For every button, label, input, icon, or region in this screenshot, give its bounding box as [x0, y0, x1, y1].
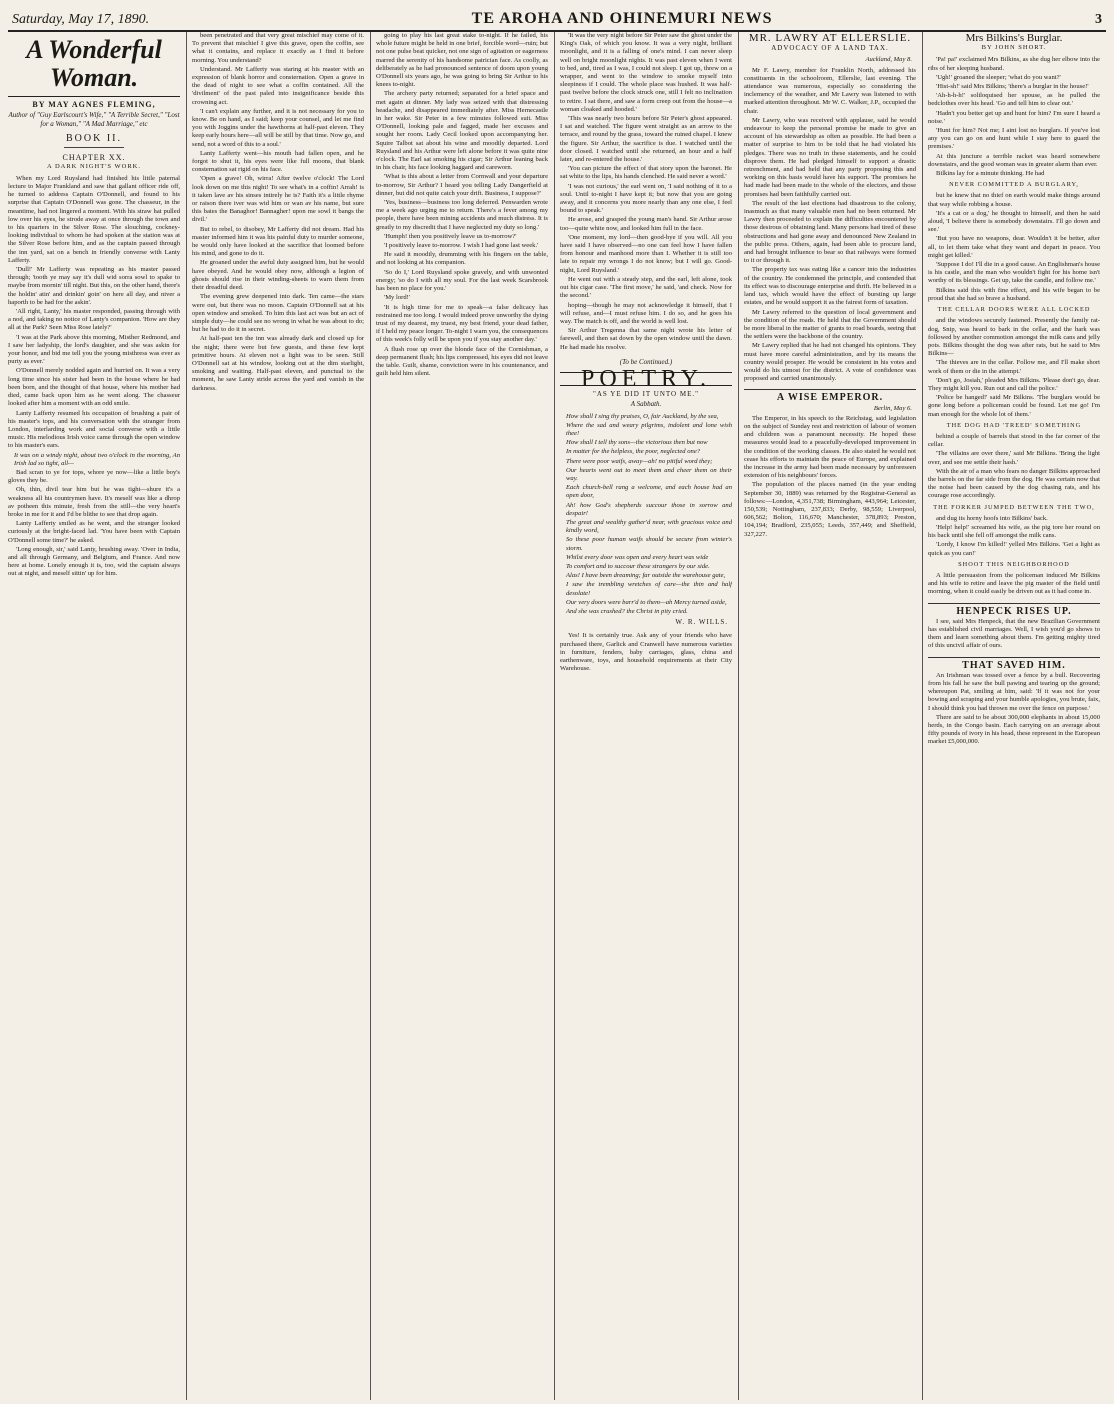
paragraph: Sir Arthur Tregenna that same night wrote his letter of farewell, and then sat down by the open window until the dawn. He had made his resolve.	[560, 327, 732, 351]
column-5	[744, 32, 916, 1400]
paragraph: Oh, thin, divil tear him but he was tight—shure it's a weakness all his countrymen have. It's meself was like a dhrop av potheen this minute, fresh from the still—the very heart's broke in me for it and I'd be blithe to see that drop again.	[8, 486, 180, 518]
paragraph: But to rebel, to disobey, Mr Lafferty did not dream. Had his master informed him it was his painful duty to murder someone, he would only have looked at the sacrifice that loomed before his mind, and gone to do it.	[192, 225, 364, 258]
page-number: 3	[1095, 12, 1102, 27]
paragraph: He said it moodily, drumming with his fingers on the table, and not looking at his companion.	[376, 251, 548, 267]
paragraph: 'It's a cat or a dog,' he thought to himself, and then he said aloud, 'I believe there is somebody downstairs. I'll go down and see.'	[928, 209, 1100, 234]
paragraph: 'Don't go, Josiah,' pleaded Mrs Bilkins. 'Please don't go, dear. They might kill you. Run out and call the police.'	[928, 376, 1100, 392]
paragraph: At half-past ten the inn was already dark and closed up for the night; there were but few guests, and these few kept primitive hours. At eleven not a light was to be seen. Still O'Donnell sat at his window, looking out at the dim starlight, smoking and waiting. Half-past eleven, and punctual to the moment, he saw Lanty stride across the yard and vanish in the darkness.	[192, 335, 364, 392]
story-author-note: Author of "Guy Earlscourt's Wife," "A Terrible Secret," "Lost for a Woman," "A Mad Marriage," etc	[8, 111, 180, 129]
paragraph: The Emperor, in his speech to the Reichstag, said legislation on the subject of Sunday rest and restriction of labour of women and children was a paramount necessity. He hoped these measures would lead to a peacefully-developed improvement in the condition of the working classes. He also stated he would not cease his efforts to maintain the peace of Europe, and explained the increase in the army had been made necessary by unforeseen extension of his neighbours' forces.	[744, 414, 916, 480]
paragraph: Mr F. Lawry, member for Franklin North, addressed his constituents in the schoolroom, Ellerslie, last evening. The attendance was numerous, especially so considering the inclemency of the weather, and Mr Lawry was listened to with marked attention throughout. Mr W. C. Walker, J.P., occupied the chair.	[744, 66, 916, 115]
poem-line: So these poor human waifs should be secure from winter's storm.	[566, 536, 732, 552]
paragraph: 'Police be hanged!' said Mr Bilkins. 'The burglars would be gone long before a policeman could be found. Let me go! I'm man enough for the whole lot of them.'	[928, 394, 1100, 418]
paragraph: A little persuasion from the policeman induced Mr Bilkins and his wife to retire and leave the pig master of the field until morning, when it could easily be driven out as it had come in.	[928, 571, 1100, 596]
paragraph: The evening grew deepened into dark. Ten came—the stars were out, but there was no moon. Captain O'Donnell sat at his open window and smoked. To him this last act was but an act of simple duty—he could see no wrong in what he was about to do; but he had to do it in secret.	[192, 293, 364, 334]
paragraph: 'Open a grave! Oh, wirra! After twelve o'clock! The Lord look down on me this night! To see what's in a coffin! Arrah! is it taken lave av his sinses intirely he is? Faith it's a little rhyme or raison there iver was wid him or wan av his name, but sure this bates the Banaghor! Bannagher! upon me sowl it bangs the divil.'	[192, 175, 364, 224]
poem-line: In matter for the helpless, the poor, neglected one?	[566, 448, 701, 456]
poem-body	[560, 413, 732, 617]
paragraph: Lanty Lafferty smiled as he went, and the stranger looked curiously at the bright-faced lad. 'You have been with Captain O'Donnell some time?' he asked.	[8, 520, 180, 544]
poem-line: How shall I tell thy sons—the victorious then but now	[566, 439, 708, 447]
column-1-body	[8, 175, 180, 579]
paragraph: and the windows securely fastened. Presently the family rat-dog, Snip, was heard to bark in the cellar, and the bark was followed by another commotion amongst the milk cans and jelly pots. Bilkins thought the dog was after rats, but he said to Mrs Bilkins—	[928, 317, 1100, 358]
column-rule	[922, 32, 923, 1400]
paragraph: With the air of a man who fears no danger Bilkins approached the barrels on the far side from the dog. He was certain now that the noise had been caused by the dog chasing rats, and his courage rose accordingly.	[928, 467, 1100, 500]
paragraph: 'Ah-h-h-h!' soliloquised her spouse, as he pulled the bedclothes over his head. 'Go and tell him to clear out.'	[928, 92, 1100, 108]
article-title: THAT SAVED HIM.	[928, 657, 1100, 670]
paragraph: The archery party returned; separated for a brief space and met again at dinner. My lady was seized with that distressing headache, and disappeared immediately after. Miss Hernecastle in her wake. Sir Peter in a few minutes followed suit. Miss O'Donnell, looking pale and fagged, made her excuses and sought her room. Lady Cecil looked upon accompanying her. Squire Talbot sat about his wine and moodily departed. Lord Ruysland and his Arthur were left alone before it was quite nine o'clock. The Earl sat smoking his cigar; Sir Arthur leaning back in his chair, his face looking haggard and careworn.	[376, 90, 548, 172]
paragraph: He went out with a steady step, and the earl, left alone, took out his cigar case. 'The first move,' he said, 'and check. Now for the second.'	[560, 275, 732, 300]
paragraph: Mr Lawry replied that he had not changed his opinions. They must have more careful administration, and by its means the country would prosper. He would be consistent in his votes and would do his utmost for the district. A vote of confidence was proposed and carried unanimously.	[744, 342, 916, 383]
column-rule	[370, 32, 371, 1400]
columns	[8, 32, 1106, 1400]
paragraph: When my Lord Ruysland had finished his little paternal lecture to Major Frankland and saw that gallant officer ride off, he turned to address Captain O'Donnell, and found to his surprise that Captain O'Donnell was gone. The chasseur, in the meantime, had not lingered a moment. With his straw hat pulled low over his eyes, he strode away at once through the town and to his quarters in the Silver Rose. The slouching, cockney-looking individual to whom he had spoken at the station was at the Silver Rose before him, and as the captain passed through the inn yard, sat on a bench in friendly converse with Lanty Lafferty.	[8, 174, 180, 264]
paragraph: behind a couple of barrels that stood in the far corner of the cellar.	[928, 432, 1100, 449]
paragraph: going to play his last great stake to-night. If he failed, his whole future might be held in one brief, forcible word—ruin; but not one pulse beat quicker, not one sign of agitation or eagerness marred the serenity of his handsome patrician face. As coolly, as deliberately as he had pronounced sentence of doom upon young O'Donnell six years ago, he was going to bring Sir Arthur to his knees to-night.	[376, 32, 548, 89]
paragraph: 'Ugh!' groaned the sleeper; 'what do you want?'	[936, 73, 1061, 81]
subheading: THE DOG HAD 'TREED' SOMETHING	[946, 421, 1082, 429]
poem-signature: W. R. WILLS.	[675, 618, 728, 627]
paragraph: The result of the last elections had disastrous to the colony, inasmuch as that many valuable men had no been returned. Mr Lawry then proceeded to explain the difficulties encountered by those desirous of obtaining land. Many persons had tired of these obstructions and had gone away and denounced New Zealand in the public press. Others, again, had been able to procure land, and had brought influence to bear so that railways were formed to it or through it.	[744, 199, 916, 265]
chapter-subheading: A DARK NIGHT'S WORK.	[47, 162, 141, 170]
column-rule	[738, 32, 739, 1400]
poem-line: Each church-bell rang a welcome, and each house had an open door,	[566, 484, 732, 500]
poem-line: To comfort and to succour these strangers by our side.	[566, 562, 710, 570]
poem-line: The great and wealthy gather'd near, with gracious voice and kindly word,	[566, 518, 732, 535]
paragraph: 'The villains are over there,' said Mr Bilkins. 'Bring the light over, and see me settle their hash.'	[928, 450, 1100, 466]
story-byline: BY MAY AGNES FLEMING,	[32, 100, 156, 109]
poem-line: Where the sad and weary pilgrims, indolent and lone wish thee!	[566, 421, 732, 437]
paragraph: 'Hunt for him? Not me; I aint lost no burglars. If you've lost any you can go on and hunt while I stay here to guard the premises.'	[928, 127, 1100, 151]
paragraph: 'But you have no weapons, dear. Wouldn't it be better, after all, to let them take what they want and depart in peace. You might get killed.'	[928, 235, 1100, 259]
column-rule	[186, 32, 187, 1400]
paragraph: There are said to be about 300,000 elephants in about 15,000 herds, in the Congo basin. Each carrying on an average about fifty pounds of ivory in his head, these represent in the European market £5,000,000.	[928, 713, 1100, 746]
paragraph: I see, said Mrs Henpeck, that the new Brazilian Government has established civil marriages. Well, I wish you'd go shows to them and learn something about them. I'm getting mighty tired of this uncivil affair of ours.	[928, 617, 1100, 650]
column-rule	[554, 32, 555, 1400]
paragraph: been penetrated and that very great mischief may come of it. To prevent that mischief I give this grave, open the coffin, see what it contains, and replace it exactly as I find it before morning. You understand?	[192, 32, 364, 64]
paragraph: 'So do I,' Lord Ruysland spoke gravely, and with unwonted energy; 'so do I with all my soul. For the last week Scarsbrook has been no place for you.'	[376, 268, 548, 293]
paragraph: 'Yes, business—business too long deferred. Penwarden wrote me a week ago urging me to return. There's a fever among my people, there have been mining accidents and much distress. It is greatly to my discredit that I have neglected my duty so long.'	[376, 199, 548, 231]
book-heading: BOOK II.	[66, 133, 122, 145]
poetry-heading: POETRY.	[560, 372, 732, 386]
paragraph: He groaned under the awful duty assigned him, but he would have obeyed. And he would obey now, although a legion of ghosts should rise in their winding-sheets to warn them from their dreadful deed.	[192, 259, 364, 292]
subheading: THE CELLAR DOORS WERE ALL LOCKED	[937, 306, 1091, 314]
paragraph: 'I was at the Park above this morning, Misther Redmond, and I saw her ladyship, the lord's daughter, and she was askin for your honor, and bid me tell you the young misthress was ever as purty as ever.'	[8, 333, 180, 366]
column-1	[8, 32, 180, 1400]
paragraph: Lanty Lafferty resumed his occupation of brushing a pair of his master's tops, and his conversation with the stranger from London, interlarding work and social converse with a little music. His melodious Irish voice came through the open window to his master's ears.	[8, 409, 180, 450]
article-title: HENPECK RISES UP.	[928, 603, 1100, 616]
column-4	[560, 32, 732, 1400]
paragraph: A flush rose up over the blonde face of the Cornishman, a deep permanent flush; his lips compressed, his eyes did not leave the table. Guilt, shame, conviction were in his countenance, and guilt held him silent.	[376, 345, 548, 378]
poem-subtitle: A Sabbath.	[630, 400, 662, 409]
column-2	[192, 32, 364, 1400]
paragraph: Understand. Mr Lafferty was staring at his master with an expression of blank horror and consternation. Open a grave in the dead of night to see what a coffin contained. All the 'divilment' of the past paled into insignificance beside this crowning act.	[192, 65, 364, 106]
paragraph: but he knew that no thief on earth would make things around that way while robbing a house.	[928, 192, 1100, 208]
verse-quote: It was on a windy night, about two o'clock in the morning, An Irish lad so tight, all—	[14, 451, 180, 467]
paragraph: The property tax was eating like a cancer into the industries of the country. He condemned the principle, and contended that its effect was to discourage enterprise and thrift. He believed in a land tax, which would have the effect of bursting up large estates, and he would support it as the fairest form of taxation.	[744, 266, 916, 307]
paragraph: 'Long enough, sir,' said Lanty, brushing away. 'Over in India, and all through Germany, and Belgium, and France. And now here at home. Lonely enough it is, too, wid the captain always out at night, and meself sittin' up for him.	[8, 545, 180, 578]
paragraph: 'I was not curious,' the earl went on, 'I said nothing of it to a soul. Until to-night I have kept it; but now that you are going away, and it concerns you more nearly than any one else, I feel bound to speak.'	[560, 182, 732, 215]
paragraph: and dug its horny hoofs into Bilkins' back.	[936, 514, 1048, 522]
article-subtitle: ADVOCACY OF A LAND TAX.	[771, 44, 889, 53]
poem-line: Our hearts went out to meet them and cheer them on their way.	[566, 466, 732, 482]
paragraph: 'It is high time for me to speak—a false delicacy has restrained me too long. I would indeed prove unworthy the dying trust of my dearest, my truest, my best friend, your dead father, if I held my peace longer. To-night I warn you, the consequences of this week's folly will be upon you if you stay another day.'	[376, 303, 548, 344]
paragraph: Bad scran to ye for tops, whore ye now—like a little boy's gloves they be.	[8, 468, 180, 485]
paragraph: 'Dull!' Mr Lafferty was repeating as his master passed through; 'tooth ye may say it's dull wid sorra sowl to spake to maybe from mornin' till night. But this, on the other hand, there's the holdin' atin' and drinkin' goin' on here all day, and niver a haporth to be had for the askin'.	[8, 266, 180, 306]
paragraph: Lanty Lafferty went—his mouth had fallen open, and he forgot to shut it, his eyes were like full moons, that blank consternation sat rigid on his face.	[192, 149, 364, 174]
paragraph: 'My lord!'	[384, 294, 411, 302]
article-title: MR. LAWRY AT ELLERSLIE.	[748, 32, 912, 44]
story-title: A Wonderful Woman.	[8, 36, 180, 97]
paragraph: Mr Lawry referred to the question of local government and the condition of the roads. He held that the Government should be more liberal in the matter of grants to road boards, seeing that the settlers were the backbone of the country.	[744, 308, 916, 341]
paragraph: 'Lordy, I know I'm killed!' yelled Mrs Bilkins. 'Get a light as quick as you can!'	[928, 541, 1100, 557]
paragraph: 'Pa! pa!' exclaimed Mrs Bilkins, as she dug her elbow into the ribs of her sleeping husband.	[928, 56, 1100, 72]
paragraph: hoping—though he may not acknowledge it himself, that I will refuse, and—I must refuse him. I do so, and he goes his way. The match is off, and the world is well lost.	[560, 301, 732, 325]
advertisement-paragraph: Yes! It is certainly true. Ask any of your friends who have purchased there, Garlick and Cranwell have numerous varieties in furniture, fenders, baby carriages, glass, china and earthenware, toys, and household requirements at their City Warehouse.	[560, 632, 732, 673]
paragraph: 'This was nearly two hours before Sir Peter's ghost appeared. I sat and watched. The figure went straight as an arrow to the terrace, and round by the grass, toward the ruined chapel. I knew the figure. Sir Arthur, the sacrifice is due. I watched until the door closed. I watched until she returned, an hour and a half later, and re-entered the house.'	[560, 115, 732, 164]
subheading: SHOOT THIS NEIGHBORHOOD	[958, 560, 1070, 568]
paragraph: 'I can't explain any further, and it is not necessary for you to know. Be on hand, as I said; keep your counsel, and let me find you with Joggins under the hawthorns at half-past eleven. They keep early hours here—all will be still by that time. Now go, and send, not a word of this to a soul.'	[192, 107, 364, 148]
paragraph: 'Hist-sh!' said Mrs Bilkins; 'there's a burglar in the house!'	[936, 83, 1089, 91]
poem-title: "AS YE DID IT UNTO ME."	[593, 390, 699, 399]
paragraph: He arose, and grasped the young man's hand. Sir Arthur arose too—quite white now, and looked him full in the face.	[560, 216, 732, 232]
poem-line: How shall I sing thy praises, O, fair Auckland, by the sea,	[566, 412, 719, 420]
poem-line: Ah! how God's shepherds succour those in sorrow and despair!	[566, 501, 732, 517]
poem-line: There were poor waifs, away—ah! no pitiful word they;	[566, 457, 713, 465]
paragraph: 'What is this about a letter from Cornwall and your departure to-morrow, Sir Arthur? I heard you telling Lady Dangerfield at dinner, but did not quite catch your drift. Business, I suppose?'	[376, 173, 548, 197]
paragraph: 'All right, Lanty,' his master responded, passing through with a nod, and taking no notice of Lanty's companion. 'How are they all at the Park? Seen Miss Rose lately?'	[8, 308, 180, 332]
newspaper-title: TE AROHA AND OHINEMURI NEWS	[471, 10, 773, 27]
paragraph: An Irishman was tossed over a fence by a bull. Recovering from his fall he saw the bull pawing and tearing up the ground; whereupon Pat, smiling at him, said: 'If it was not for your bowing and scraping and your humble apologies, you brute, faix, I should think you had thrown me over the fence on purpose.'	[928, 671, 1100, 712]
paragraph: 'The thieves are in the cellar. Follow me, and I'll make short work of them or die in the attempt.'	[928, 359, 1100, 375]
column-3	[376, 32, 548, 1400]
dateline: Berlin, May 6.	[873, 404, 912, 412]
paragraph: 'Help! help!' screamed his wife, as the pig tore her round on his back until she fell off amongst the milk cans.	[928, 523, 1100, 540]
paragraph: Bilkins said this with fine effect, and his wife began to be proud that she had so brave a husband.	[928, 286, 1100, 302]
subheading: NEVER COMMITTED A BURGLARY,	[949, 181, 1079, 189]
subheading: THE FORKER JUMPED BETWEEN THE TWO,	[933, 503, 1095, 511]
paragraph: Bilkins lay for a minute thinking. He had	[936, 170, 1045, 178]
column-6	[928, 32, 1100, 1400]
dateline: Auckland, May 8.	[865, 56, 912, 64]
paragraph: The population of the places named (in the year ending September 30, 1889) was returned by the Registrar-General as follows:—London, 4,351,738; Birmingham, 443,964; Leicester, 150,539; Nottingham, 237,833; Derby, 98,559; Liverpool, 606,562; Bolton, 116,670; Manchester, 378,893; Preston, 104,194; Bradford, 235,055; Leeds, 357,449; and Sheffield, 327,227.	[744, 481, 916, 538]
article-byline: BY JOHN SHORT.	[981, 44, 1047, 52]
paragraph: Mr Lawry, who was received with applause, said he would endeavour to keep the personal promise he made to give an account of his stewardship as often as possible. He had been a matter of surprise to him to be told that he had violated his pledges. There was no truth in these statements, and he could disprove them. He had pledged himself to support a drastic retrenchment, and had held that any party proposing this and working on this basis would have his support. The promises he had made had been made to the whole of the electors, and those promises had been faithfully carried out.	[744, 116, 916, 198]
article-title: Mrs Bilkins's Burglar.	[965, 32, 1063, 44]
paragraph: 'I positively leave to-morrow. I wish I had gone last week.'	[384, 242, 539, 250]
paragraph: 'One moment, my lord—then good-bye if you will. All you have said I have observed—no one can feel how I have fallen from honour and manhood more than I. Whether it is still too late to repair my wrongs I do not know; but I will go. Good-night, Lord Ruysland.'	[560, 233, 732, 274]
poem-line: Our very doors were barr'd to them—ah Mercy turned aside,	[566, 598, 727, 606]
poem-line: And she was crushed? the Christ in pity cried.	[566, 608, 688, 615]
paragraph: 'It was the very night before Sir Peter saw the ghost under the King's Oak, of which you know. It was a very night, brilliant moonlight, and it is a falling of one's mind. I can never sleep well on bright moonlight nights. It was past eleven when I went to bed, and, tired as I was, I could not sleep. I got up, threw on a wrapper, and went to the window to smoke myself into sleepiness if I could. The whole place was hushed. It was half-past twelve before the clock struck one, still I felt no inclination to retire. I sat there, and saw a form creep out from the house—a woman cloaked and hooded.'	[560, 32, 732, 113]
paragraph: At this juncture a terrible racket was heard somewhere downstairs, and the good woman was in greater alarm than ever.	[928, 152, 1100, 168]
paragraph: 'Suppose I do! I'll die in a good cause. An Englishman's house is his castle, and the man who wouldn't fight for his home isn't worthy of its blessings. Get up, take the candle, and follow me.'	[928, 261, 1100, 285]
poem-line: Alas! I have been dreaming; far outside the warehouse gate,	[566, 572, 726, 580]
paragraph: 'You can picture the effect of that story upon the baronet. He sat white to the lips, his hands clenched. He said never a word.'	[560, 165, 732, 181]
chapter-heading: CHAPTER XX.	[62, 153, 126, 163]
article-title: A WISE EMPEROR.	[744, 389, 916, 402]
poem-line: I saw the trembling wretches of care—the thin and half desolate!	[566, 581, 732, 597]
paragraph: 'Humph! then you positively leave us to-morrow?'	[384, 232, 517, 240]
masthead	[8, 6, 1106, 32]
poem-line: Whilst every door was open and every heart was wide	[566, 553, 709, 561]
paragraph: 'Hadn't you better get up and hunt for him? I'm sure I heard a noise.'	[928, 109, 1100, 125]
paragraph: O'Donnell merely nodded again and hurried on. It was a very long time since his sister had been in the house where he had been born, and the thought of that house, where his mother had died, came back upon him as he went along. The chasseur looked after him a moment with an odd smile.	[8, 367, 180, 408]
divider	[64, 147, 124, 148]
to-be-continued: (To be Continued.)	[619, 357, 673, 366]
issue-date: Saturday, May 17, 1890.	[12, 12, 150, 27]
